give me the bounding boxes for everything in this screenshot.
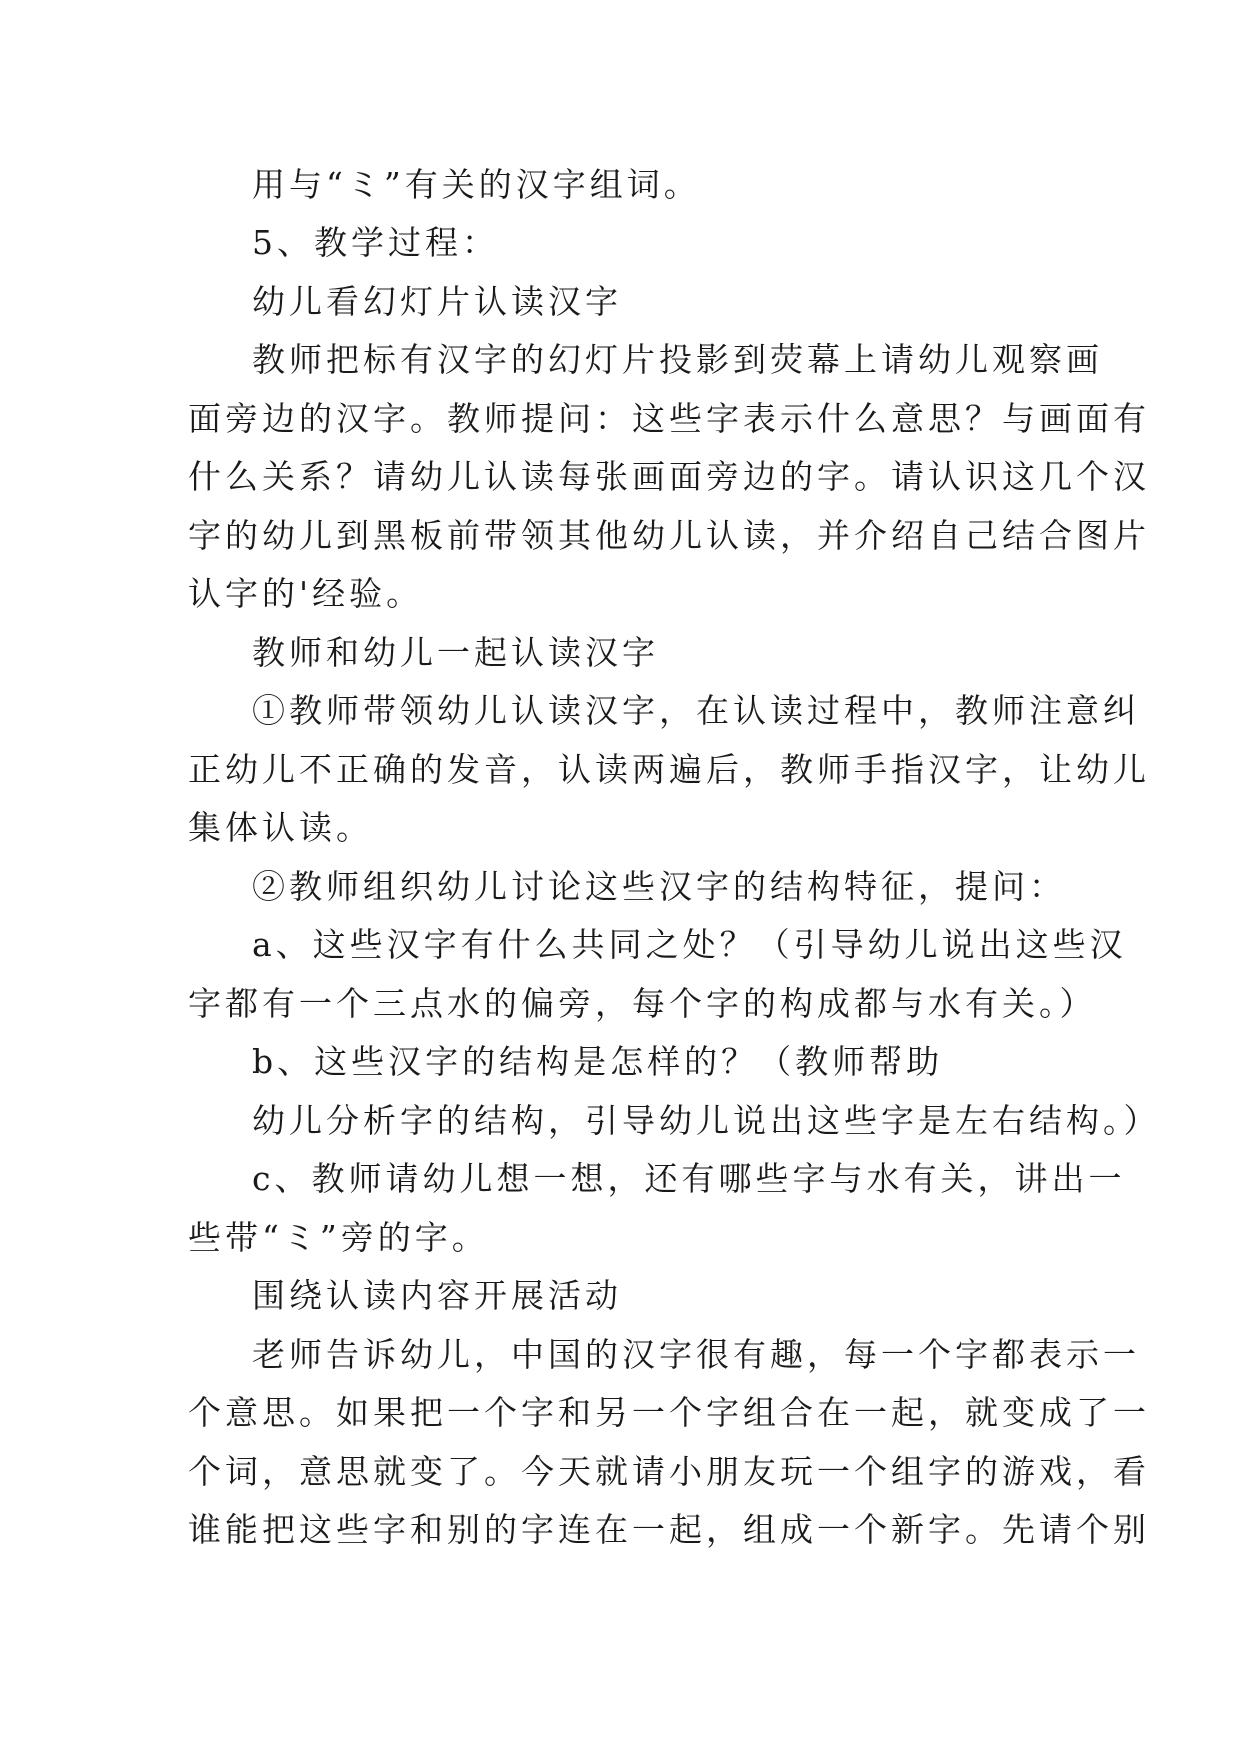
paragraph-line: 个意思。如果把一个字和另一个字组合在一起，就变成了一 [188, 1393, 1150, 1432]
step-heading: 幼儿看幻灯片认读汉字 [252, 282, 622, 321]
paragraph-line: 教师把标有汉字的幻灯片投影到荧幕上请幼儿观察画 [252, 340, 1103, 379]
paragraph-line: b、这些汉字的结构是怎样的？（教师帮助 [252, 1042, 944, 1081]
paragraph-line: a、这些汉字有什么共同之处？（引导幼儿说出这些汉 [252, 925, 1127, 964]
paragraph-line: 个词，意思就变了。今天就请小朋友玩一个组字的游戏，看 [188, 1452, 1150, 1491]
paragraph-line: 面旁边的汉字。教师提问：这些字表示什么意思？与画面有 [188, 399, 1150, 438]
section-heading: 5、教学过程： [252, 223, 499, 262]
paragraph-line: 认字的'经验。 [188, 574, 424, 613]
paragraph-line: c、教师请幼儿想一想，还有哪些字与水有关，讲出一 [252, 1159, 1126, 1198]
paragraph-line: 幼儿分析字的结构，引导幼儿说出这些字是左右结构。） [252, 1101, 1161, 1140]
paragraph-line: ①教师带领幼儿认读汉字，在认读过程中，教师注意纠 [252, 691, 1140, 730]
step-heading: 教师和幼儿一起认读汉字 [252, 633, 659, 672]
paragraph-line: 字的幼儿到黑板前带领其他幼儿认读，并介绍自己结合图片 [188, 516, 1150, 555]
paragraph-line: 字都有一个三点水的偏旁，每个字的构成都与水有关。） [188, 984, 1097, 1023]
paragraph-line: ②教师组织幼儿讨论这些汉字的结构特征，提问： [252, 867, 1066, 906]
paragraph-line: 用与“ミ”有关的汉字组词。 [252, 165, 701, 204]
paragraph-line: 谁能把这些字和别的字连在一起，组成一个新字。先请个别 [188, 1510, 1150, 1549]
step-heading: 围绕认读内容开展活动 [252, 1276, 622, 1315]
paragraph-line: 集体认读。 [188, 808, 373, 847]
paragraph-line: 什么关系？请幼儿认读每张画面旁边的字。请认识这几个汉 [188, 457, 1150, 496]
paragraph-line: 些带“ミ”旁的字。 [188, 1218, 489, 1257]
paragraph-line: 老师告诉幼儿，中国的汉字很有趣，每一个字都表示一 [252, 1335, 1140, 1374]
paragraph-line: 正幼儿不正确的发音，认读两遍后，教师手指汉字，让幼儿 [188, 750, 1150, 789]
